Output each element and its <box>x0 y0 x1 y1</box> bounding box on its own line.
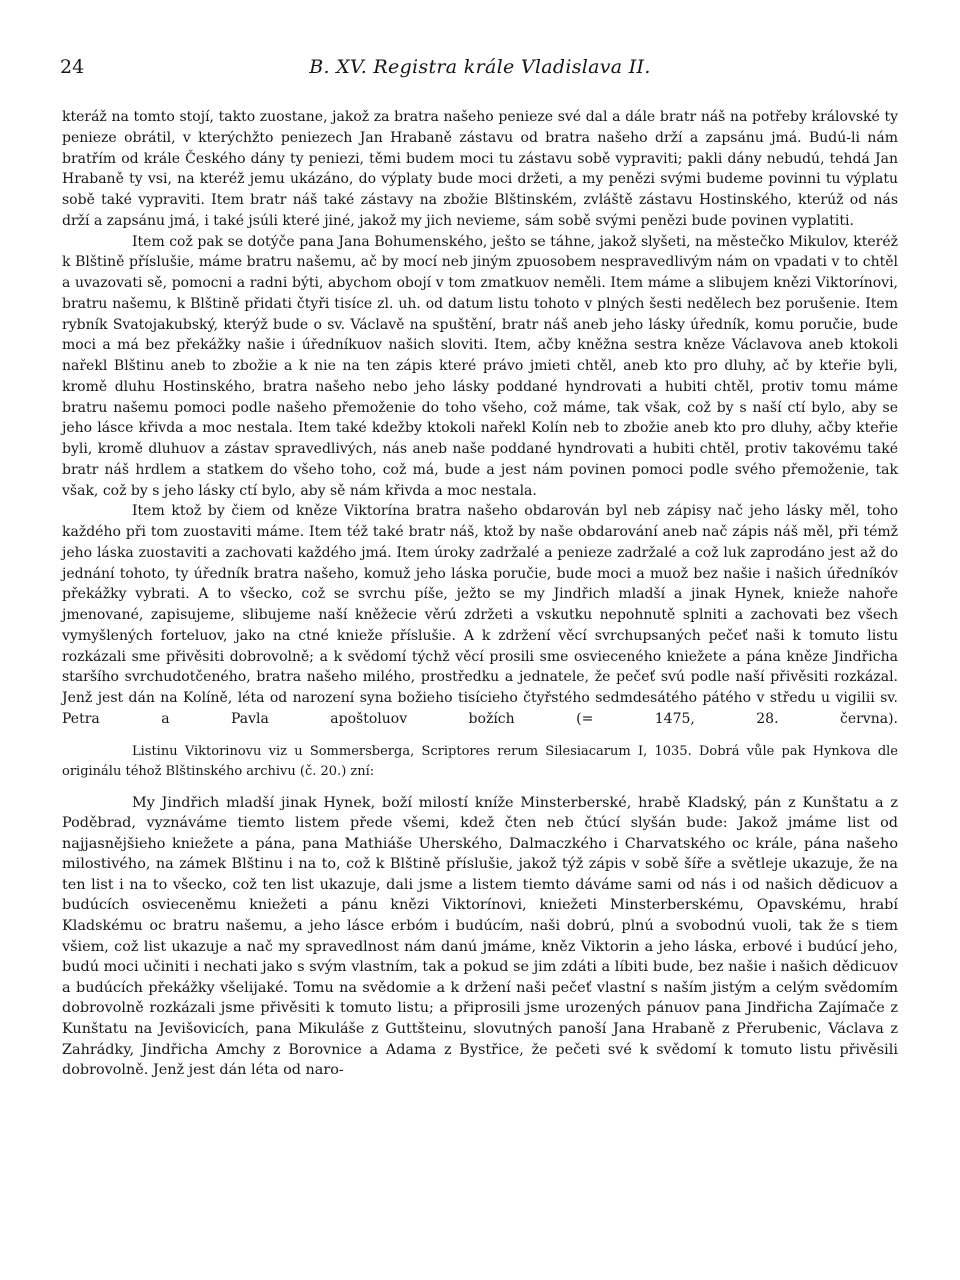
editorial-note: Listinu Viktorinovu viz u Sommersberga, Scriptores rerum Silesiacarum I, 1035. Dobrá vůle pak Hynkova dle originálu téhož Blštinského archivu (č. 20.) zní: <box>62 743 898 779</box>
charter-text: My Jindřich mladší jinak Hynek, boží milostí kníže Minsterberské, hrabě Kladský, pán z Kunštatu a z Poděbrad, vyznáváme tiemto listem přede všemi, kdež čten neb čtúcí slyšán bude: Jakož jmáme list od najjasnějšieho kniežete a pána, pana Mathiáše Uherského, Dalmaczkého i Charvatského oc krále, pána našeho milostivého, na zámek Blštinu i na to, což k Blštině příslušie, jakož týž zápis v sobě šíře a světleje ukazuje, že na ten list i na to všecko, což ten list ukazuje, dali jsme a listem tiemto dáváme sami od nás i od našich dědicuov a budúcích osvieceněmu kniežeti a pánu knězi Viktorínovi, kniežeti Minsterberskému, Opavskému, hrabí Kladskému oc bratru našemu, a jeho lásce erbóm i budúcím, naši dobrú, plnú a svobodnú vuoli, tak že s tiem všiem, což list ukazuje a nač my spravedlnost nám danú jmáme, kněz Viktorin a jeho láska, erbové i budúcí jeho, budú moci učiniti i nechati jako s svým vlastním, tak a pokud se jim zdáti a líbiti bude, bez našie i našich dědicuov a budúcích překážky všelijaké. Tomu na svědomie a k držení naši pečeť vlastní s naším jistým a celým svědomím dobrovolně rozkázali jsme přivěsiti k tomuto listu; a připrosili jsme urozených pánuov pana Jindřicha Zajímače z Kunštatu na Jevišovicích, pana Mikuláše z Guttšteinu, slovutných panoší Jana Hrabaně z Přerubenic, Václava z Zahrádky, Jindřicha Amchy z Borovnice a Adama z Bystřice, že pečeti své k svědomí k tomuto listu přivěsili dobrovolně. Jenž jest dán léta od naro- <box>62 794 898 1079</box>
paragraph-2: Item což pak se dotýče pana Jana Bohumenského, ješto se táhne, jakož slyšeti, na městečko Mikulov, kteréž k Blštině příslušie, máme bratru našemu, ač by mocí neb jiným zpuosobem nespravedlivým nám on vpadati v to chtěl a uvazovati sě, pomocni a radni býti, abychom obojí v tom zmatkuov neměli. Item máme a slibujem knězi Viktorínovi, bratru našemu, k Blštině přidati čtyři tisíce zl. uh. od datum listu tohoto v plných šesti nedělech bez porušenie. Item rybník Svatojakubský, kterýž bude o sv. Václavě na spuštění, bratr náš aneb jeho lásky úředník, komu poručie, bude moci a má bez překážky našie i úředníkuov našich sloviti. Item, ačby kněžna sestra kněze Václavova aneb ktokoli nařekl Blštinu aneb to zbožie a k nie na ten zápis které právo jmieti chtěl, aneb kto pro dluhy, ač by kteřie byli, kromě dluhu Hostinského, bratra našeho nebo jeho lásky poddané hyndrovati a hubiti chtěl, protiv tomu máme bratru našemu pomoci podle našeho přemoženie do toho všeho, což máme, tak však, což by s naší ctí bylo, aby se jeho lásce křivda a moc nestala. Item také kdežby ktokoli nařekl Kolín neb to zbožie aneb kto pro dluhy, ačby kteřie byli, kromě dluhuov a zástav spravedlivých, nás aneb naše poddané hyndrovati a hubiti chtěl, protiv takovému také bratr náš hrdlem a statkem do všeho toho, což má, bude a jest nám povinen pomoci podle svého přemoženie, tak však, což by s jeho lásky ctí bylo, aby sě nám křivda a moc nestala. <box>62 233 898 499</box>
body-text <box>62 107 898 1081</box>
running-head <box>60 56 900 86</box>
paragraph-1: kteráž na tomto stojí, takto zuostane, jakož za bratra našeho penieze své dal a dále bratr náš na potřeby královské ty penieze obrátil, v kterýchžto peniezech Jan Hrabaně zástavu od bratra našeho drží a zapsánu jmá. Budú-li nám bratřím od krále Českého dány ty peniezi, těmi budem moci tu zástavu sobě vypraviti; pakli dány nebudú, tehdá Jan Hrabaně ty vsi, na kteréž jemu ukázáno, do výplaty bude moci držeti, a my penězi svými budeme povinni tu výplatu sobě také vypraviti. Item bratr náš také zástavy na zbožie Blštinském, zvláště zástavu Hostinského, kterúž od nás drží a zapsánu jmá, i také jsúli které jiné, jakož my jich nevieme, sám sobě svými penězi bude povinen vyplatiti. <box>62 109 898 229</box>
running-title: B. XV. Registra krále Vladislava II. <box>309 56 651 78</box>
page-number: 24 <box>60 56 85 78</box>
paragraph-3: Item ktož by čiem od kněze Viktorína bratra našeho obdarován byl neb zápisy nač jeho lásky měl, toho každého při tom zuostaviti máme. Item též také bratr náš, ktož by naše obdarování aneb nač zápis náš měl, při témž jeho láska zuostaviti a zachovati každého jmá. Item úroky zadržalé a penieze zadržalé a což luk zaprodáno jest až do jednání tohoto, ty úředník bratra našeho, komuž jeho láska poručie, bude moci a muož bez našie i našich úředníkóv překážky vybrati. A to všecko, což se svrchu píše, ježto se my Jindřich mladší a jinak Hynek, knieže nahoře jmenované, zapisujeme, slibujeme naší kněžecie věrú zdržeti a vskutku nepohnutě splniti a zachovati bez všech vymyšlených forteluov, jako na ctné knieže příslušie. A k zdržení věcí svrchupsaných pečeť naši k tomuto listu rozkázali sme přivěsiti dobrovolně; a k svědomí týchž věcí prosili sme osvieceného kniežete a pána kněze Jindřicha staršího svrchudotčeného, bratra našeho milého, prostředku a jednatele, že pečeť svú podle naší přivěsiti rozkázal. Jenž jest dán na Kolíně, léta od narození syna božieho tisícieho čtyřstého sedmdesátého pátého v středu u vigilii sv. Petra a Pavla apoštoluov božích (= 1475, 28. června). <box>62 503 898 727</box>
